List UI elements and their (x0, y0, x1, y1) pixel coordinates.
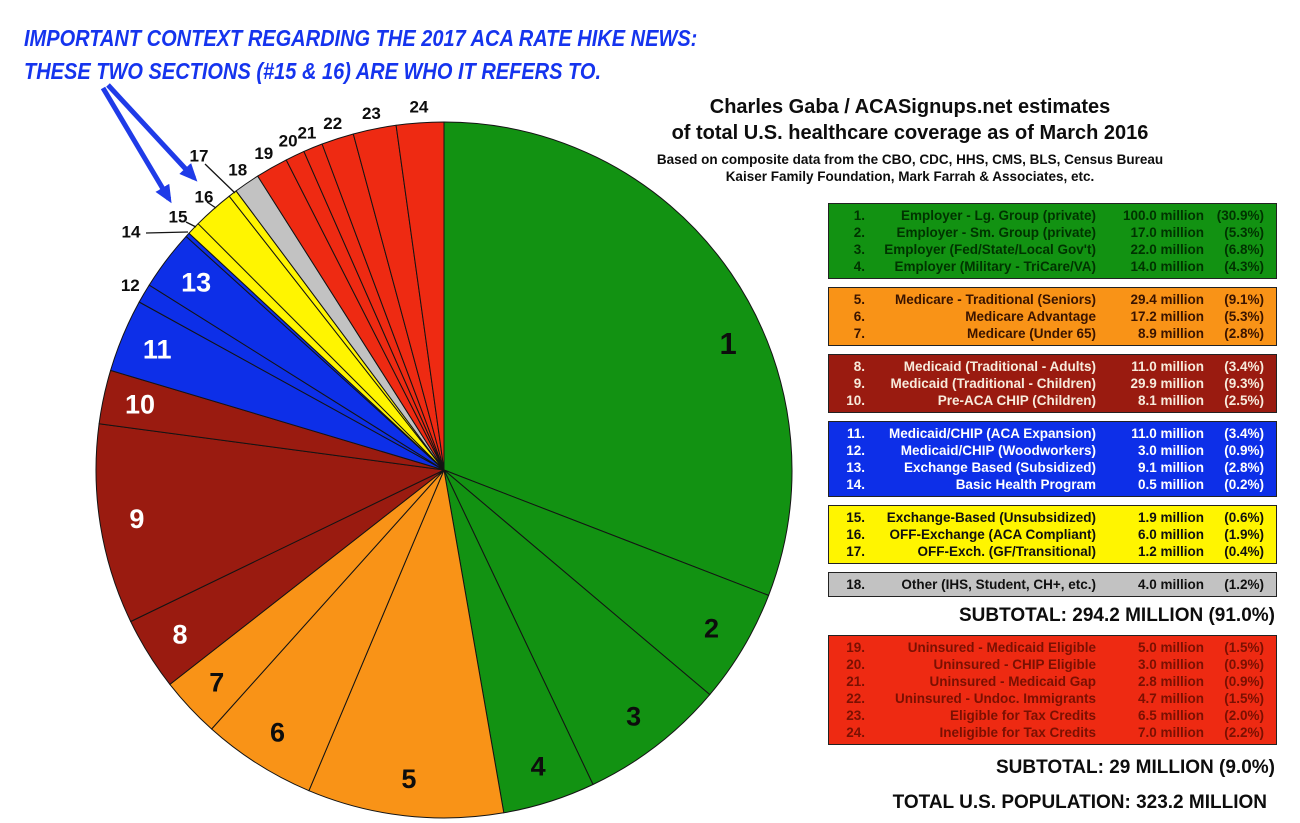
legend-label-7: Medicare (Under 65) (966, 326, 1096, 341)
legend-box-medicaid (828, 354, 1277, 413)
legend-label-2: Employer - Sm. Group (private) (896, 225, 1096, 240)
legend-value-9: 29.9 million (1130, 376, 1204, 391)
uninsured-subtotal: SUBTOTAL: 29 MILLION (9.0%) (995, 757, 1275, 778)
legend-pct-10: (2.5%) (1224, 393, 1264, 408)
legend-pct-1: (30.9%) (1216, 208, 1264, 223)
legend-num-17: 17. (846, 544, 865, 559)
legend-pct-18: (1.2%) (1224, 577, 1264, 592)
legend-label-12: Medicaid/CHIP (Woodworkers) (900, 443, 1096, 458)
slice-label-12: 12 (120, 275, 140, 295)
slice-label-1: 1 (719, 326, 737, 361)
legend-label-8: Medicaid (Traditional - Adults) (903, 359, 1096, 374)
legend-pct-9: (9.3%) (1224, 376, 1264, 391)
legend-num-20: 20. (846, 657, 865, 672)
legend-value-8: 11.0 million (1131, 359, 1204, 374)
legend-box-aca-expansion (828, 421, 1277, 497)
slice-label-7: 7 (209, 667, 225, 698)
legend-value-13: 9.1 million (1137, 460, 1204, 475)
legend-row-7 (835, 325, 1270, 342)
chart-subtitle-line1: Based on composite data from the CBO, CDC, HHS, CMS, BLS, Census Bureau (656, 152, 1164, 167)
legend-pct-12: (0.9%) (1224, 443, 1264, 458)
leader-line-15 (186, 222, 196, 227)
legend-num-6: 6. (853, 309, 865, 324)
legend-num-12: 12. (846, 443, 865, 458)
legend-label-10: Pre-ACA CHIP (Children) (937, 393, 1096, 408)
legend-label-17: OFF-Exch. (GF/Transitional) (917, 544, 1096, 559)
legend-row-8 (835, 358, 1270, 375)
annotation-line1: IMPORTANT CONTEXT REGARDING THE 2017 ACA RATE HIKE NEWS: (24, 25, 698, 51)
legend-label-20: Uninsured - CHIP Eligible (933, 657, 1096, 672)
legend-pct-7: (2.8%) (1224, 326, 1264, 341)
legend-value-4: 14.0 million (1130, 259, 1204, 274)
legend-value-14: 0.5 million (1137, 477, 1204, 492)
legend-label-4: Employer (Military - TriCare/VA) (894, 259, 1096, 274)
slice-label-9: 9 (129, 504, 145, 535)
legend-pct-17: (0.4%) (1224, 544, 1264, 559)
legend-value-20: 3.0 million (1137, 657, 1204, 672)
slice-label-5: 5 (401, 764, 417, 794)
legend-box-individual-market (828, 505, 1277, 564)
legend-row-22 (835, 690, 1270, 707)
legend-row-3 (835, 241, 1270, 258)
legend-pct-8: (3.4%) (1224, 359, 1264, 374)
legend-num-10: 10. (846, 393, 865, 408)
legend-pct-20: (0.9%) (1224, 657, 1264, 672)
legend-num-24: 24. (846, 725, 865, 740)
slice-label-24: 24 (409, 97, 429, 117)
legend-row-19 (835, 639, 1270, 656)
legend-num-7: 7. (853, 326, 865, 341)
slice-label-22: 22 (323, 113, 343, 133)
slice-label-21: 21 (297, 123, 317, 143)
slice-label-17: 17 (189, 146, 209, 166)
legend-num-9: 9. (853, 376, 865, 391)
legend-label-22: Uninsured - Undoc. Immigrants (894, 691, 1096, 706)
legend-num-18: 18. (846, 577, 865, 592)
legend-box-uninsured (828, 635, 1277, 745)
annotation-note (24, 22, 798, 88)
chart-subtitle-line2: Kaiser Family Foundation, Mark Farrah & Associates, etc. (725, 169, 1095, 184)
legend-num-5: 5. (853, 292, 865, 307)
legend-label-16: OFF-Exchange (ACA Compliant) (889, 527, 1096, 542)
annotation-line2: THESE TWO SECTIONS (#15 & 16) ARE WHO IT REFERS TO. (24, 58, 602, 84)
legend-num-14: 14. (846, 477, 865, 492)
legend-pct-19: (1.5%) (1224, 640, 1264, 655)
legend-value-16: 6.0 million (1137, 527, 1204, 542)
slice-label-11: 11 (142, 334, 172, 365)
legend-num-2: 2. (853, 225, 865, 240)
legend-pct-24: (2.2%) (1224, 725, 1264, 740)
slice-label-20: 20 (278, 131, 298, 151)
legend-row-6 (835, 308, 1270, 325)
slice-label-4: 4 (530, 751, 546, 782)
slice-label-23: 23 (361, 103, 381, 123)
legend-label-19: Uninsured - Medicaid Eligible (907, 640, 1096, 655)
legend-pct-14: (0.2%) (1224, 477, 1264, 492)
legend-row-20 (835, 656, 1270, 673)
legend-row-17 (835, 543, 1270, 560)
legend-label-1: Employer - Lg. Group (private) (900, 208, 1096, 223)
legend-value-10: 8.1 million (1137, 393, 1204, 408)
legend-label-23: Eligible for Tax Credits (949, 708, 1096, 723)
total-population: TOTAL U.S. POPULATION: 323.2 MILLION (892, 792, 1267, 813)
insured-subtotal: SUBTOTAL: 294.2 MILLION (91.0%) (958, 605, 1275, 626)
legend-num-22: 22. (846, 691, 865, 706)
legend-label-15: Exchange-Based (Unsubsidized) (886, 510, 1096, 525)
legend-box-employer (828, 203, 1277, 279)
legend-row-5 (835, 291, 1270, 308)
legend-pct-15: (0.6%) (1224, 510, 1264, 525)
slice-label-15: 15 (168, 207, 188, 227)
legend-value-1: 100.0 million (1122, 208, 1204, 223)
legend-label-5: Medicare - Traditional (Seniors) (894, 292, 1096, 307)
legend-pct-21: (0.9%) (1224, 674, 1264, 689)
legend-value-21: 2.8 million (1137, 674, 1204, 689)
chart-title-line2: of total U.S. healthcare coverage as of March 2016 (671, 122, 1149, 144)
legend-row-13 (835, 459, 1270, 476)
legend-value-11: 11.0 million (1131, 426, 1204, 441)
legend-num-1: 1. (853, 208, 865, 223)
legend-label-6: Medicare Advantage (965, 309, 1096, 324)
legend-label-11: Medicaid/CHIP (ACA Expansion) (888, 426, 1096, 441)
legend-num-15: 15. (846, 510, 865, 525)
legend-row-14 (835, 476, 1270, 493)
legend-row-10 (835, 392, 1270, 409)
legend-value-19: 5.0 million (1137, 640, 1204, 655)
slice-label-14: 14 (121, 222, 141, 242)
legend-pct-6: (5.3%) (1224, 309, 1264, 324)
slice-label-10: 10 (124, 389, 156, 420)
legend-value-3: 22.0 million (1130, 242, 1204, 257)
legend-label-13: Exchange Based (Subsidized) (903, 460, 1096, 475)
legend-pct-11: (3.4%) (1224, 426, 1264, 441)
legend-row-12 (835, 442, 1270, 459)
legend-row-18 (835, 576, 1270, 593)
legend-row-24 (835, 724, 1270, 741)
legend-num-19: 19. (846, 640, 865, 655)
legend-value-7: 8.9 million (1137, 326, 1204, 341)
legend-row-16 (835, 526, 1270, 543)
legend-value-24: 7.0 million (1137, 725, 1204, 740)
legend-row-21 (835, 673, 1270, 690)
legend-label-18: Other (IHS, Student, CH+, etc.) (901, 577, 1096, 592)
legend-row-15 (835, 509, 1270, 526)
slice-label-2: 2 (703, 613, 720, 644)
legend-row-2 (835, 224, 1270, 241)
legend-pct-23: (2.0%) (1224, 708, 1264, 723)
slice-label-16: 16 (194, 187, 214, 207)
legend-box-medicare (828, 287, 1277, 346)
slice-label-19: 19 (254, 144, 274, 164)
legend-pct-22: (1.5%) (1224, 691, 1264, 706)
legend-label-14: Basic Health Program (955, 477, 1096, 492)
legend-pct-13: (2.8%) (1224, 460, 1264, 475)
slice-label-3: 3 (626, 701, 642, 732)
leader-line-14 (146, 232, 188, 233)
legend-num-8: 8. (853, 359, 865, 374)
legend-pct-4: (4.3%) (1224, 259, 1264, 274)
legend-row-11 (835, 425, 1270, 442)
legend-row-4 (835, 258, 1270, 275)
legend-row-9 (835, 375, 1270, 392)
legend-pct-3: (6.8%) (1224, 242, 1264, 257)
legend-num-11: 11. (846, 426, 865, 441)
legend-panel (828, 203, 1277, 814)
legend-num-16: 16. (846, 527, 865, 542)
legend-pct-5: (9.1%) (1224, 292, 1264, 307)
legend-num-3: 3. (853, 242, 865, 257)
legend-pct-16: (1.9%) (1224, 527, 1264, 542)
legend-value-6: 17.2 million (1130, 309, 1204, 324)
legend-value-2: 17.0 million (1130, 225, 1204, 240)
legend-label-9: Medicaid (Traditional - Children) (890, 376, 1096, 391)
slice-label-8: 8 (172, 619, 188, 650)
legend-value-18: 4.0 million (1137, 577, 1204, 592)
legend-value-17: 1.2 million (1137, 544, 1204, 559)
legend-box-other (828, 572, 1277, 597)
legend-label-21: Uninsured - Medicaid Gap (929, 674, 1096, 689)
legend-num-4: 4. (853, 259, 865, 274)
legend-label-24: Ineligible for Tax Credits (939, 725, 1096, 740)
legend-pct-2: (5.3%) (1224, 225, 1264, 240)
legend-value-22: 4.7 million (1137, 691, 1204, 706)
legend-row-1 (835, 207, 1270, 224)
legend-value-5: 29.4 million (1130, 292, 1204, 307)
legend-num-13: 13. (846, 460, 865, 475)
slice-label-6: 6 (269, 717, 286, 748)
legend-row-23 (835, 707, 1270, 724)
legend-label-3: Employer (Fed/State/Local Gov't) (884, 242, 1096, 257)
legend-value-15: 1.9 million (1137, 510, 1204, 525)
legend-value-12: 3.0 million (1137, 443, 1204, 458)
legend-num-23: 23. (846, 708, 865, 723)
legend-value-23: 6.5 million (1137, 708, 1204, 723)
chart-title-line1: Charles Gaba / ACASignups.net estimates (709, 96, 1111, 118)
slice-label-18: 18 (228, 160, 248, 180)
legend-num-21: 21. (846, 674, 865, 689)
chart-title-block (610, 94, 1210, 185)
slice-label-13: 13 (181, 267, 212, 298)
